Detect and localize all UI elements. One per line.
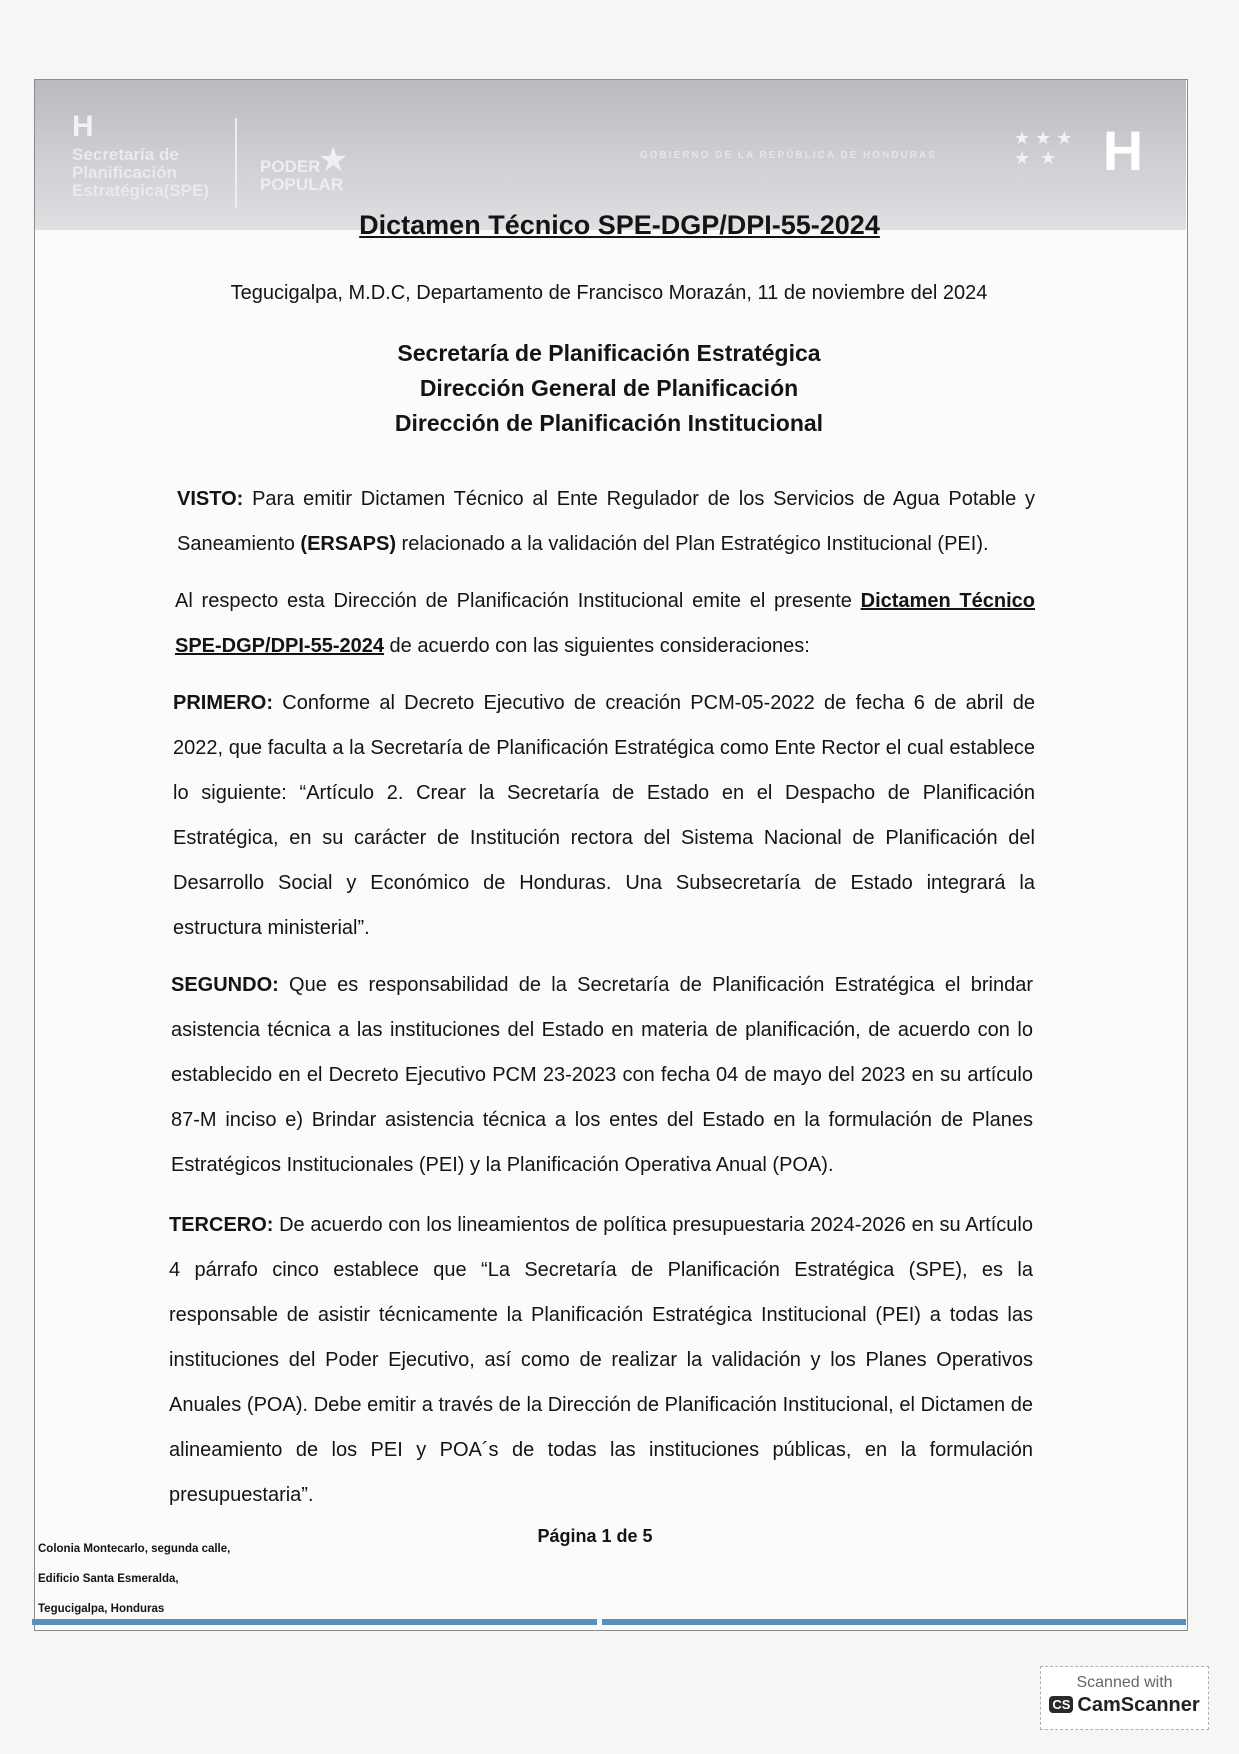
issuing-organization [0,336,1218,441]
camscanner-icon: CS [1049,1696,1073,1713]
footer-address: Colonia Montecarlo, segunda calle, Edificio Santa Esmeralda, Tegucigalpa, Honduras [38,1543,231,1615]
five-stars-icon: ★ ★ ★ ★ ★ [1014,128,1073,168]
government-caption: GOBIERNO DE LA REPÚBLICA DE HONDURAS [640,150,937,161]
spe-logo-text: Secretaría de Planificación Estratégica(SPE) [72,145,209,200]
poder-popular-logo: PODER POPULAR [260,157,344,194]
government-h-logo: H [72,110,96,143]
logo-divider [235,118,237,208]
footer-rule-right [602,1619,1186,1625]
paragraph-respecto: Al respecto esta Dirección de Planificación Institucional emite el presente Dictamen Técnico SPE-DGP/DPI-55-2024 de acuerdo con las siguientes consideraciones: [175,590,1035,657]
footer-rule-left [32,1619,597,1625]
paragraph-segundo: SEGUNDO: Que es responsabilidad de la Secretaría de Planificación Estratégica el brindar asistencia técnica a las instituciones del Estado en materia de planificación, de acuerdo con lo establecido en el Decreto Ejecutivo PCM 23-2023 con fecha 04 de mayo del 2023 en su artículo 87-M inciso e) Brindar asistencia técnica a los entes del Estado en la formulación de Planes Estratégicos Institucionales (PEI) y la Planificación Operativa Anual (POA). [171,974,1033,1176]
page-number: Página 1 de 5 [537,1526,653,1546]
stars-icon: ★ [318,141,349,179]
date-place-line: Tegucigalpa, M.D.C, Departamento de Francisco Morazán, 11 de noviembre del 2024 [230,282,988,304]
org-line-1: Secretaría de Planificación Estratégica [397,340,821,366]
document-title: Dictamen Técnico SPE-DGP/DPI-55-2024 [359,210,880,240]
camscanner-watermark: Scanned with CS CamScanner [1040,1666,1209,1730]
dictamen-reference: Dictamen Técnico SPE-DGP/DPI-55-2024 [175,590,1035,657]
honduras-h-logo: H [1102,119,1144,182]
paragraph-primero: PRIMERO: Conforme al Decreto Ejecutivo de creación PCM-05-2022 de fecha 6 de abril de 2022, que faculta a la Secretaría de Planificación Estratégica como Ente Rector el cual establece lo siguiente: “Artículo 2. Crear la Secretaría de Estado en el Despacho de Planificación Estratégica, en su carácter de Institución rectora del Sistema Nacional de Planificación del Desarrollo Social y Económico de Honduras. Una Subsecretaría de Estado integrará la estructura ministerial”. [173,692,1035,939]
org-line-2: Dirección General de Planificación [419,375,799,401]
paragraph-visto: VISTO: Para emitir Dictamen Técnico al Ente Regulador de los Servicios de Agua Potable y Saneamiento (ERSAPS) relacionado a la validación del Plan Estratégico Institucional (PEI). [177,488,1035,555]
paragraph-tercero: TERCERO: De acuerdo con los lineamientos de política presupuestaria 2024-2026 en su Artículo 4 párrafo cinco establece que “La Secretaría de Planificación Estratégica (SPE), es la responsable de asistir técnicamente la Planificación Estratégica Institucional (PEI) a todas las instituciones del Poder Ejecutivo, así como de realizar la validación y los Planes Operativos Anuales (POA). Debe emitir a través de la Dirección de Planificación Institucional, el Dictamen de alineamiento de los PEI y POA´s de todas las instituciones públicas, en la formulación presupuestaria”. [169,1214,1033,1506]
org-line-3: Dirección de Planificación Institucional [394,410,824,436]
